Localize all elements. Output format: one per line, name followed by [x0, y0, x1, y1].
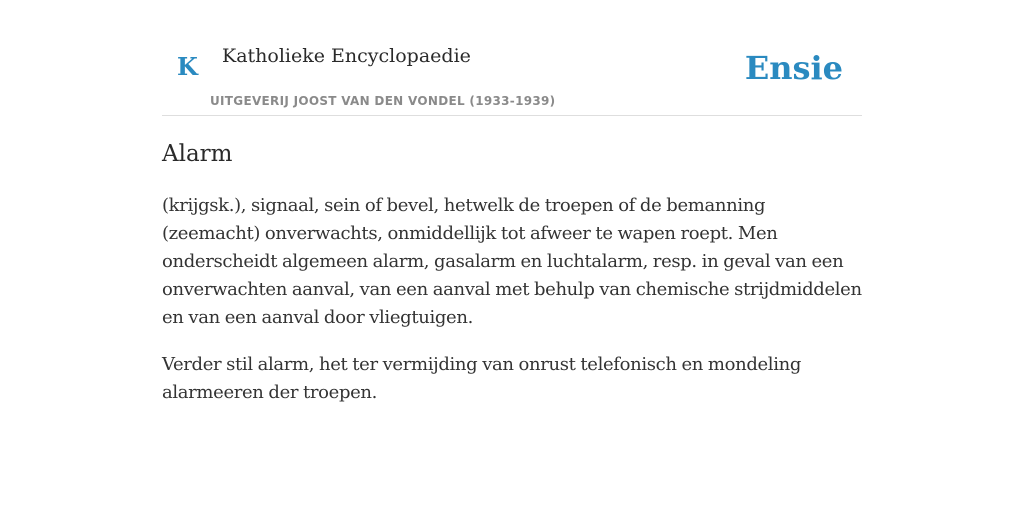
article-paragraph: Verder stil alarm, het ter vermijding van onrust telefonisch en mondeling alarmeeren der troepen.: [162, 354, 802, 403]
article-content: [162, 138, 862, 407]
publisher-subtitle: UITGEVERIJ JOOST VAN DEN VONDEL (1933-1939): [210, 94, 556, 108]
ensie-brand-link[interactable]: Ensie: [744, 49, 843, 87]
article-paragraph: (krijgsk.), signaal, sein of bevel, hetwelk de troepen of de bemanning (zeemacht) onverwachts, onmiddellijk tot afweer te wapen roept. Men onderscheidt algemeen alarm, gasalarm en luchtalarm, resp. in geval van een onverwachten aanval, van een aanval met behulp van chemische strijdmiddelen en van een aanval door vliegtuigen.: [162, 195, 862, 328]
site-header: [162, 0, 862, 116]
article-title: Alarm: [162, 141, 233, 167]
site-title-link[interactable]: Katholieke Encyclopaedie: [222, 45, 471, 67]
encyclopedia-logo-icon[interactable]: K: [177, 52, 198, 81]
